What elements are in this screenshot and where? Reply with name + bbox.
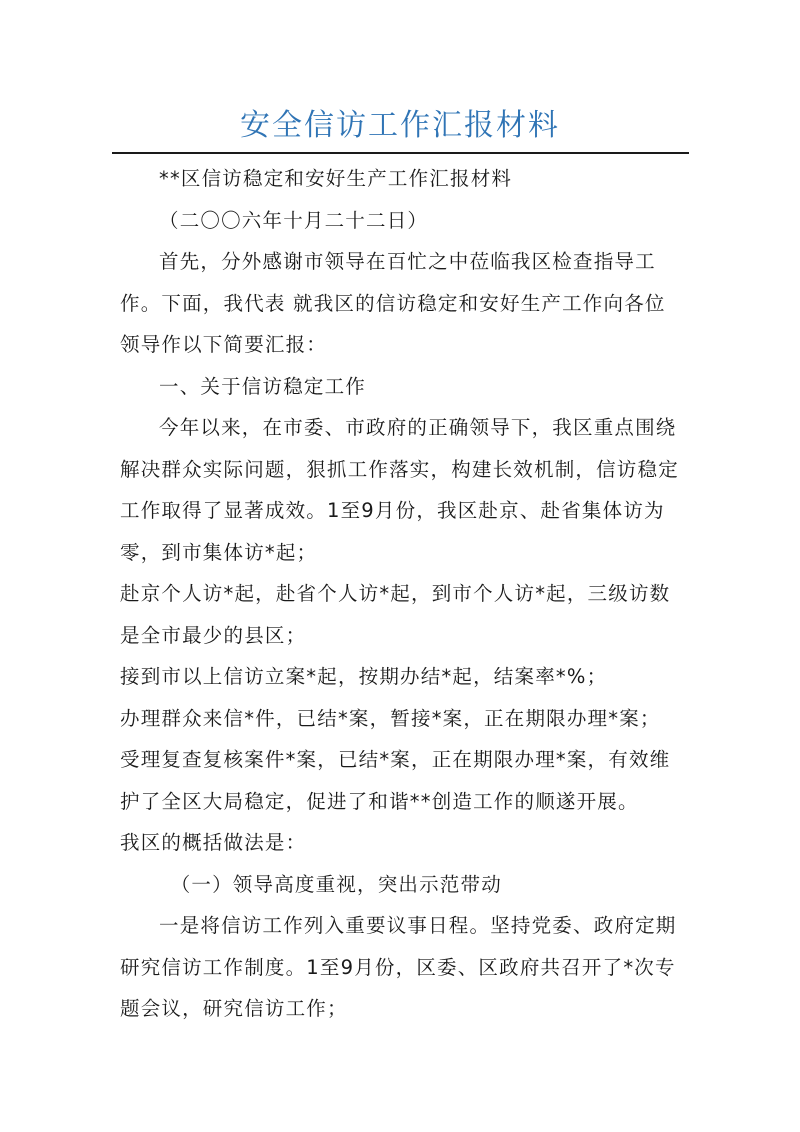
subtitle: **区信访稳定和安好生产工作汇报材料 [159, 167, 513, 190]
report-date: （二〇〇六年十月二十二日） [159, 208, 429, 232]
paragraph-letters: 办理群众来信*件，已结*案，暂接*案，正在期限办理*案； [120, 706, 661, 730]
paragraph-review-cases: 受理复查复核案件*案，已结*案，正在期限办理*案，有效维护了全区大局稳定，促进了和谐**创造工作的顺遂开展。 [120, 748, 671, 813]
paragraph-case-filing: 接到市以上信访立案*起，按期办结*起，结案率*%； [120, 665, 608, 688]
paragraph-methods-intro: 我区的概括做法是： [120, 831, 307, 854]
section-heading-1: 一、关于信访稳定工作 [159, 374, 367, 398]
subsection-heading-1: （一）领导高度重视，突出示范带动 [170, 872, 502, 896]
paragraph-point-one: 一是将信访工作列入重要议事日程。坚持党委、政府定期研究信访工作制度。1至9月份，区委、区政府共召开了*次专题会议，研究信访工作； [120, 914, 677, 1020]
paragraph-overview: 今年以来，在市委、市政府的正确领导下，我区重点围绕解决群众实际问题，狠抓工作落实，构建长效机制，信访稳定工作取得了显著成效。1至9月份，我区赴京、赴省集体访为零，到市集体访*起； [120, 416, 679, 564]
document-title: 安全信访工作汇报材料 [240, 108, 560, 143]
paragraph-intro: 首先，分外感谢市领导在百忙之中莅临我区检查指导工作。下面，我代表 就我区的信访稳定和安好生产工作向各位领导作以下简要汇报： [120, 250, 666, 356]
paragraph-individual-visits: 赴京个人访*起，赴省个人访*起，到市个人访*起，三级访数是全市最少的县区； [120, 582, 671, 647]
document-body [120, 158, 686, 1030]
title-underline-rule [112, 152, 689, 154]
